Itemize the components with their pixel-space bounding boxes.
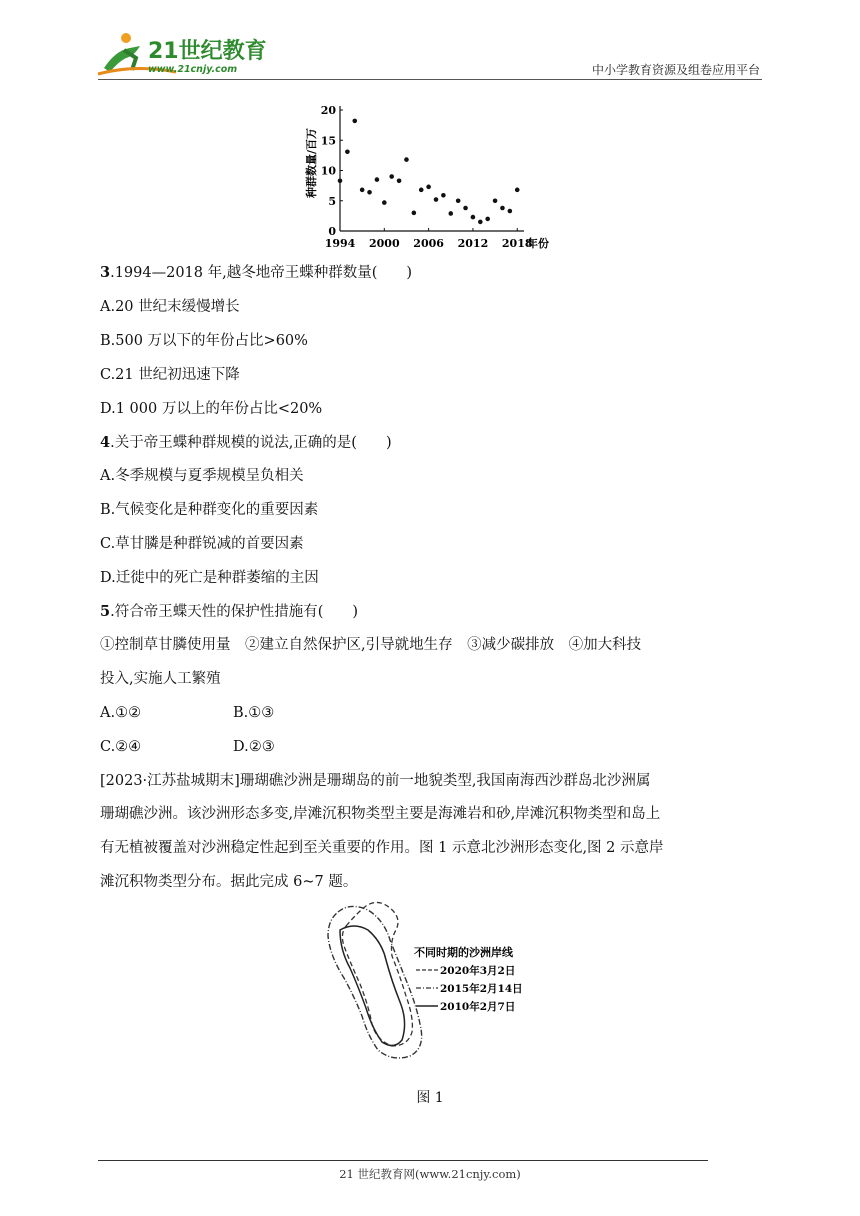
- scatter-point: [493, 198, 498, 203]
- runner-logo-icon: [96, 28, 266, 80]
- scatter-point: [471, 215, 476, 220]
- question-4-number: 4: [100, 434, 111, 451]
- scatter-point: [360, 188, 365, 193]
- footer-divider: [98, 1160, 708, 1161]
- q3-option-d: D.1 000 万以上的年份占比<20%: [100, 401, 323, 417]
- y-tick-label: 5: [328, 194, 336, 208]
- scatter-point: [345, 149, 350, 154]
- question-5-text: .符合帝王蝶天性的保护性措施有( ): [110, 604, 359, 620]
- scatter-point: [426, 185, 431, 190]
- chart-axes: [340, 106, 524, 231]
- scatter-point: [389, 174, 394, 179]
- scatter-point: [434, 197, 439, 202]
- question-3-number: 3: [100, 264, 111, 281]
- x-tick-label: 2006: [413, 237, 444, 250]
- legend-label-2010: 2010年2月7日: [440, 1001, 516, 1013]
- question-5-stem: [100, 602, 358, 622]
- header-platform-text: 中小学教育资源及组卷应用平台: [591, 63, 760, 77]
- scatter-point: [441, 193, 446, 198]
- q5-measures-line-1: ①控制草甘膦使用量 ②建立自然保护区,引导就地生存 ③减少碳排放 ④加大科技: [100, 637, 642, 653]
- scatter-point: [367, 190, 372, 195]
- data-points: [338, 119, 520, 225]
- question-4-stem: [100, 433, 392, 453]
- footer-text[interactable]: 21 世纪教育网(www.21cnjy.com): [339, 1167, 521, 1181]
- scatter-point: [352, 119, 357, 124]
- y-axis-label: 种群数量/百万: [305, 127, 318, 199]
- q3-option-b: B.500 万以下的年份占比>60%: [100, 333, 308, 349]
- scatter-point: [508, 209, 513, 214]
- scatter-point: [375, 177, 380, 182]
- x-tick-label: 2018: [501, 237, 533, 250]
- y-tick-label: 0: [328, 225, 336, 238]
- scatter-svg: [300, 98, 560, 253]
- q3-option-a: A.20 世纪末缓慢增长: [100, 299, 240, 315]
- q4-option-d: D.迁徙中的死亡是种群萎缩的主因: [100, 570, 319, 586]
- q5-option-a: A.①②: [100, 705, 142, 721]
- q5-option-c: C.②④: [100, 739, 142, 755]
- scatter-point: [397, 178, 402, 183]
- question-3-stem: [100, 263, 412, 283]
- shoreline-2010: [340, 926, 405, 1046]
- passage-line-1: [2023·江苏盐城期末]珊瑚礁沙洲是珊瑚岛的前一地貌类型,我国南海西沙群岛北沙洲属: [100, 773, 651, 789]
- x-tick-label: 2012: [457, 237, 489, 250]
- q4-option-c: C.草甘膦是种群锐减的首要因素: [100, 536, 304, 552]
- q3-option-c: C.21 世纪初迅速下降: [100, 367, 240, 383]
- population-scatter-chart: [300, 98, 560, 253]
- scatter-point: [500, 206, 505, 211]
- y-tick-label: 15: [320, 134, 336, 148]
- logo-wordmark: 21世纪教育: [148, 39, 266, 64]
- page-header: [0, 0, 860, 90]
- passage-line-3: 有无植被覆盖对沙洲稳定性起到至关重要的作用。图 1 示意北沙洲形态变化,图 2 示意岸: [100, 840, 664, 856]
- q5-option-b: B.①③: [233, 705, 275, 721]
- question-4-text: .关于帝王蝶种群规模的说法,正确的是( ): [110, 435, 392, 451]
- legend-label-2015: 2015年2月14日: [440, 983, 523, 995]
- scatter-point: [463, 206, 468, 211]
- scatter-point: [478, 220, 483, 225]
- scatter-point: [419, 188, 424, 193]
- legend-title: 不同时期的沙洲岸线: [414, 946, 513, 959]
- scatter-point: [485, 217, 490, 222]
- header-divider: [98, 79, 762, 80]
- q4-option-b: B.气候变化是种群变化的重要因素: [100, 502, 319, 518]
- question-5-number: 5: [100, 603, 111, 620]
- x-axis-label: 年份: [527, 237, 549, 250]
- q5-measures-line-2: 投入,实施人工繁殖: [100, 671, 221, 687]
- y-tick-label: 10: [320, 164, 336, 178]
- q5-option-d: D.②③: [233, 739, 275, 755]
- scatter-point: [515, 188, 520, 193]
- legend-label-2020: 2020年3月2日: [440, 965, 516, 977]
- passage-line-2: 珊瑚礁沙洲。该沙洲形态多变,岸滩沉积物类型主要是海滩岩和砂,岸滩沉积物类型和岛上: [100, 806, 661, 822]
- site-logo[interactable]: [96, 28, 266, 80]
- scatter-point: [382, 200, 387, 205]
- x-tick-label: 1994: [324, 237, 356, 250]
- question-3-text: .1994—2018 年,越冬地帝王蝶种群数量( ): [110, 265, 413, 281]
- logo-url: www.21cnjy.com: [148, 64, 238, 75]
- q4-option-a: A.冬季规模与夏季规模呈负相关: [100, 468, 304, 484]
- y-tick-label: 20: [320, 104, 336, 117]
- scatter-point: [412, 211, 417, 216]
- scatter-point: [338, 178, 343, 183]
- sandbar-shoreline-diagram: [310, 900, 550, 1070]
- figure-1-sandbar-shorelines: [310, 900, 550, 1070]
- x-tick-label: 2000: [368, 237, 400, 250]
- figure-1-caption: 图 1: [416, 1090, 444, 1106]
- scatter-point: [448, 211, 453, 216]
- scatter-point: [404, 157, 409, 162]
- passage-line-4: 滩沉积物类型分布。据此完成 6~7 题。: [100, 874, 358, 890]
- scatter-point: [456, 198, 461, 203]
